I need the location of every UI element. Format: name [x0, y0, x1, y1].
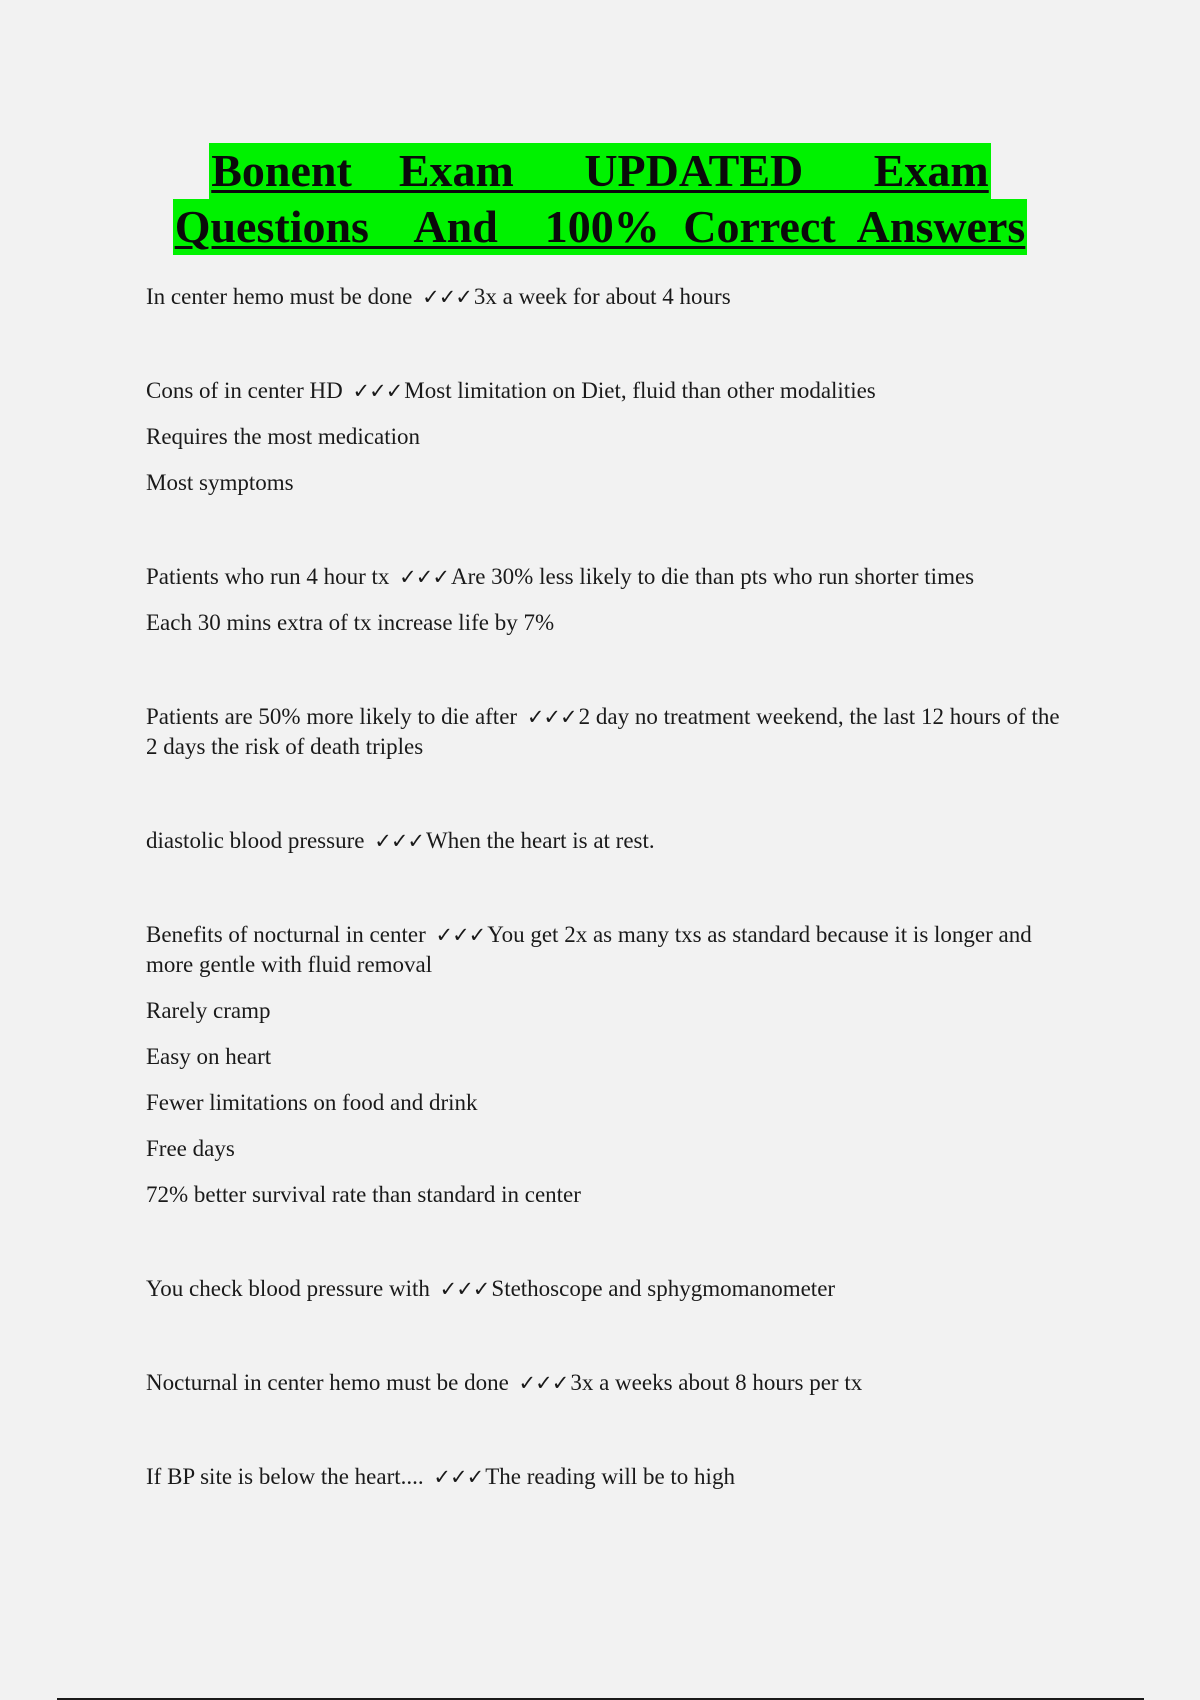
check-mark-icon: ✓✓✓	[433, 1465, 484, 1489]
answer-text: You get 2x as many txs as standard because it is longer and more gentle with fluid removal	[146, 922, 1032, 977]
qa-item	[146, 282, 1066, 312]
qa-item	[146, 562, 1066, 638]
qa-item	[146, 1462, 1066, 1492]
answer-extra-line: Fewer limitations on food and drink	[146, 1090, 478, 1115]
question-text: Cons of in center HD	[146, 378, 349, 403]
title-line-1: Bonent Exam UPDATED Exam	[209, 143, 991, 199]
answer-extra-line: Easy on heart	[146, 1044, 272, 1069]
answer-text: The reading will be to high	[485, 1464, 735, 1489]
qa-item	[146, 702, 1066, 762]
answer-text: 3x a weeks about 8 hours per tx	[570, 1370, 863, 1395]
answer-extra-line: Most symptoms	[146, 470, 294, 495]
qa-line	[146, 1274, 1066, 1304]
answer-extra-line: Requires the most medication	[146, 424, 421, 449]
qa-line	[146, 702, 1066, 762]
answer-text: When the heart is at rest.	[426, 828, 655, 853]
answer-text: Are 30% less likely to die than pts who run shorter times	[450, 564, 975, 589]
answer-extra-line: Free days	[146, 1136, 235, 1161]
check-mark-icon: ✓✓✓	[526, 705, 577, 729]
qa-item	[146, 1368, 1066, 1398]
question-text: If BP site is below the heart....	[146, 1464, 430, 1489]
qa-line	[146, 376, 1066, 406]
qa-line	[146, 562, 1066, 592]
answer-text: 3x a week for about 4 hours	[473, 284, 731, 309]
answer-text: Most limitation on Diet, fluid than other modalities	[404, 378, 876, 403]
qa-line	[146, 826, 1066, 856]
qa-line	[146, 920, 1066, 980]
check-mark-icon: ✓✓✓	[399, 565, 449, 589]
qa-line	[146, 282, 1066, 312]
answer-text: 2 day no treatment weekend, the last 12 hours of the 2 days the risk of death triples	[146, 704, 1060, 759]
answer-text: Stethoscope and sphygmomanometer	[491, 1276, 836, 1301]
document-title	[0, 143, 1200, 255]
check-mark-icon: ✓✓✓	[352, 379, 403, 403]
check-mark-icon: ✓✓✓	[374, 829, 425, 853]
question-text: Nocturnal in center hemo must be done	[146, 1370, 515, 1395]
answer-extra-line: Each 30 mins extra of tx increase life by 7%	[146, 610, 555, 635]
check-mark-icon: ✓✓✓	[518, 1371, 569, 1395]
qa-line	[146, 1368, 1066, 1398]
title-line-2: Questions And 100% Correct Answers	[173, 199, 1028, 255]
qa-item	[146, 920, 1066, 1210]
qa-item	[146, 376, 1066, 498]
qa-item	[146, 1274, 1066, 1304]
question-text: Benefits of nocturnal in center	[146, 922, 432, 947]
answer-extra-line: 72% better survival rate than standard in center	[146, 1182, 581, 1207]
question-text: In center hemo must be done	[146, 284, 419, 309]
qa-list	[146, 282, 1066, 1508]
check-mark-icon: ✓✓✓	[439, 1277, 490, 1301]
check-mark-icon: ✓✓✓	[422, 285, 472, 309]
question-text: You check blood pressure with	[146, 1276, 436, 1301]
qa-item	[146, 826, 1066, 856]
question-text: Patients who run 4 hour tx	[146, 564, 396, 589]
check-mark-icon: ✓✓✓	[435, 923, 486, 947]
question-text: diastolic blood pressure	[146, 828, 371, 853]
question-text: Patients are 50% more likely to die after	[146, 704, 523, 729]
qa-line	[146, 1462, 1066, 1492]
answer-extra-line: Rarely cramp	[146, 998, 271, 1023]
